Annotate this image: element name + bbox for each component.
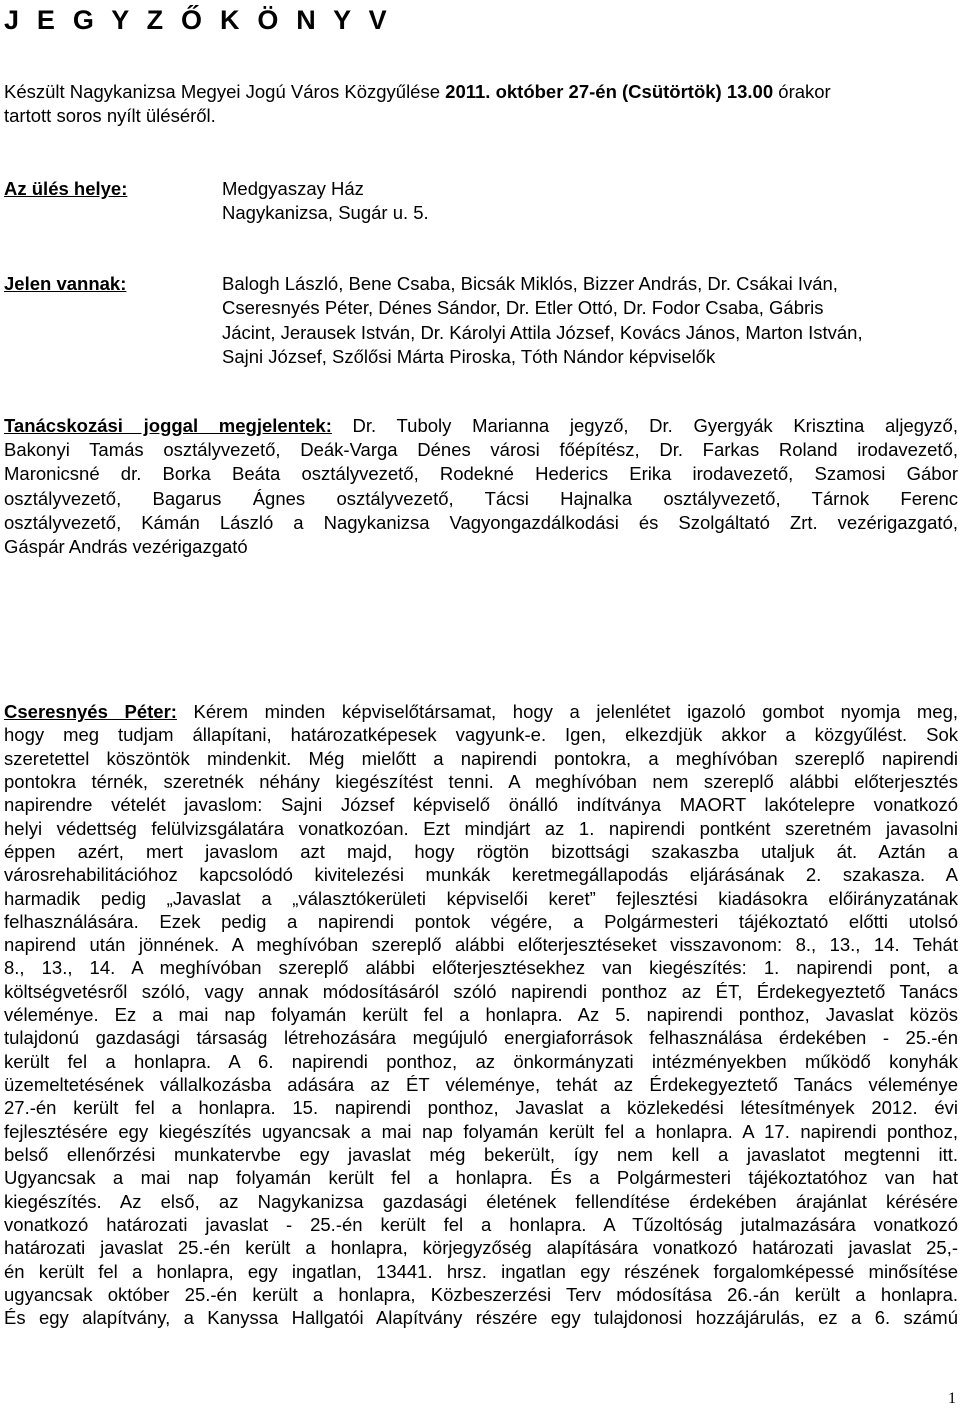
advisory-label: Tanácskozási joggal megjelentek: bbox=[4, 415, 332, 436]
speech-line: véleménye. Ez a mai nap folyamán került fel a honlapra. Az 5. napirendi ponthoz, Javaslat közös bbox=[4, 1004, 958, 1026]
advisory-line bbox=[4, 414, 958, 438]
present-line: Jácint, Jerausek István, Dr. Károlyi Attila József, Kovács János, Marton István, bbox=[222, 321, 863, 343]
speech-line: Ugyancsak a mai nap folyamán került fel a honlapra. És a Polgármesteri tájékoztatóhoz van hat bbox=[4, 1167, 958, 1189]
speech-line: fejlesztésére egy kiegészítés ugyancsak a mai nap folyamán került fel a honlapra. A 17. napirendi ponthoz, bbox=[4, 1120, 958, 1142]
advisory-text: Dr. Tuboly Marianna jegyző, Dr. Gyergyák Krisztina aljegyző, bbox=[331, 415, 958, 436]
present-list bbox=[222, 272, 958, 369]
speech-line: határozati javaslat 25.-én került a honlapra, körjegyzőség alapítására vonatkozó határozati javaslat 25,- bbox=[4, 1237, 958, 1259]
speech-line: 27.-én került fel a honlapra. 15. napirendi ponthoz, Javaslat a közlekedési létesítmények 2012. évi bbox=[4, 1097, 958, 1119]
page-number: 1 bbox=[948, 1390, 956, 1407]
speech-line: 8., 13., 14. A meghívóban szereplő alábbi előterjesztésekhez van kiegészítés: 1. napirendi pont, a bbox=[4, 957, 958, 979]
document-title: J E G Y Z Ő K Ö N Y V bbox=[4, 5, 392, 35]
advisory-line: Gáspár András vezérigazgató bbox=[4, 536, 248, 558]
speech-line: kiegészítés. Az első, az Nagykanizsa gazdasági életének fellendítése érdekében árajánlat kérésére bbox=[4, 1190, 958, 1212]
intro-text-end: órakor bbox=[773, 81, 831, 102]
advisory-line: Bakonyi Tamás osztályvezető, Deák-Varga Dénes városi főépítész, Dr. Farkas Roland irodavezető, bbox=[4, 439, 958, 461]
speech-line: hogy meg tudjam állapítani, határozatképesek vagyunk-e. Igen, elkezdjük akkor a közgyűlést. Sok bbox=[4, 724, 958, 746]
present-line: Balogh László, Bene Csaba, Bicsák Miklós, Bizzer András, Dr. Csákai Iván, bbox=[222, 273, 838, 294]
advisory-line: osztályvezető, Bagarus Ágnes osztályvezető, Tácsi Hajnalka osztályvezető, Tárnok Ferenc bbox=[4, 487, 958, 509]
venue-line: Medgyaszay Ház bbox=[222, 178, 364, 199]
speech-line: éppen azért, mert javaslom azt majd, hogy rögtön bizottsági szakaszba utaljuk át. Aztán a bbox=[4, 840, 958, 862]
speech-line: belső ellenőrzési munkatervbe egy javaslat még bekerült, így nem kell a javaslatot megtenni itt. bbox=[4, 1143, 958, 1165]
speech-line: ugyancsak október 25.-én került a honlapra, Közbeszerzési Terv módosítása 26.-án került a honlapra. bbox=[4, 1283, 958, 1305]
present-line: Sajni József, Szőlősi Márta Piroska, Tóth Nándor képviselők bbox=[222, 345, 716, 367]
speaker-name: Cseresnyés Péter: bbox=[4, 701, 177, 722]
speech-line: helyi védettség felülvizsgálatára vonatkozóan. Ezt mindjárt az 1. napirendi pontként szeretném javasolni bbox=[4, 817, 958, 839]
intro-text-line2: tartott soros nyílt üléséről. bbox=[4, 105, 216, 126]
advisory-line: osztályvezető, Kámán László a Nagykanizsa Vagyongazdálkodási és Szolgáltató Zrt. vezérigazgató, bbox=[4, 511, 958, 533]
present-line: Cseresnyés Péter, Dénes Sándor, Dr. Etler Ottó, Dr. Fodor Csaba, Gábris bbox=[222, 297, 824, 319]
venue-label: Az ülés helye: bbox=[4, 178, 128, 199]
advisory-paragraph bbox=[4, 414, 958, 559]
speech-line: üzemeltetésének vállalkozásba adására az ÉT véleménye, tehát az Érdekegyeztető Tanács véleménye bbox=[4, 1074, 958, 1095]
speech-line: napirendre vételét javaslom: Sajni József képviselő önálló indítványa MAORT lakótelepre vonatkozó bbox=[4, 794, 958, 816]
speech-line: vonatkozó határozati javaslat - 25.-én került fel a honlapra. A Tűzoltóság jutalmazására vonatkozó bbox=[4, 1213, 958, 1235]
present-label: Jelen vannak: bbox=[4, 273, 127, 294]
speech-line: pontokra térnék, szeretnék néhány kiegészítést tenni. A meghívóban nem szereplő alábbi előterjesztés bbox=[4, 770, 958, 792]
speech-line: került fel a honlapra. A 6. napirendi ponthoz, az önkormányzati intézményekben működő konyhák bbox=[4, 1050, 958, 1072]
speech-line: költségvetésről szóló, vagy annak módosításáról szóló napirendi ponthoz az ÉT, Érdekegyeztető Tanács bbox=[4, 980, 958, 1002]
speech-line: felhasználására. Ezek pedig a napirendi pontok végére, a Polgármesteri tájékoztató előtti utolsó bbox=[4, 910, 958, 932]
venue-value bbox=[222, 177, 958, 225]
speech-line: tulajdonú gazdasági társaság létrehozására megújuló energiaforrások felhasználása érdekében - 25.-én bbox=[4, 1027, 958, 1049]
speech-line: én került fel a honlapra, egy ingatlan, 13441. hrsz. ingatlan egy részének forgalomképessé minősítése bbox=[4, 1260, 958, 1282]
speech-line: napirend után jönnének. A meghívóban szereplő alábbi előterjesztéseket visszavonom: 8., 13., 14. Tehát bbox=[4, 934, 958, 956]
speech-line: városrehabilitációhoz kapcsolódó kivitelezési munkák keretmegállapodás eljárásának 2. szakasza. A bbox=[4, 864, 958, 886]
speech-line: harmadik pedig „Javaslat a „választókerületi képviselői keret” fejlesztési kiadásokra előirányzatának bbox=[4, 887, 958, 909]
intro-text: Készült Nagykanizsa Megyei Jogú Város Közgyűlése bbox=[4, 81, 446, 102]
speech-line bbox=[4, 700, 958, 723]
venue-line: Nagykanizsa, Sugár u. 5. bbox=[222, 202, 429, 223]
speech-line: És egy alapítvány, a Kanyssa Hallgatói Alapítvány részére egy tulajdonosi hozzájárulás, ez a 6. számú bbox=[4, 1307, 958, 1329]
advisory-line: Maronicsné dr. Borka Beáta osztályvezető, Rodekné Hederics Erika irodavezető, Szamosi Gábor bbox=[4, 463, 958, 485]
speech-paragraph bbox=[4, 700, 958, 1329]
intro-paragraph bbox=[4, 80, 958, 128]
speech-line: szeretettel köszöntök mindenkit. Még mielőtt a napirendi pontokra, a meghívóban szereplő napirendi bbox=[4, 747, 958, 769]
speech-text: Kérem minden képviselőtársamat, hogy a jelenlétet igazoló gombot nyomja meg, bbox=[176, 701, 958, 722]
session-date: 2011. október 27-én (Csütörtök) 13.00 bbox=[445, 81, 774, 102]
